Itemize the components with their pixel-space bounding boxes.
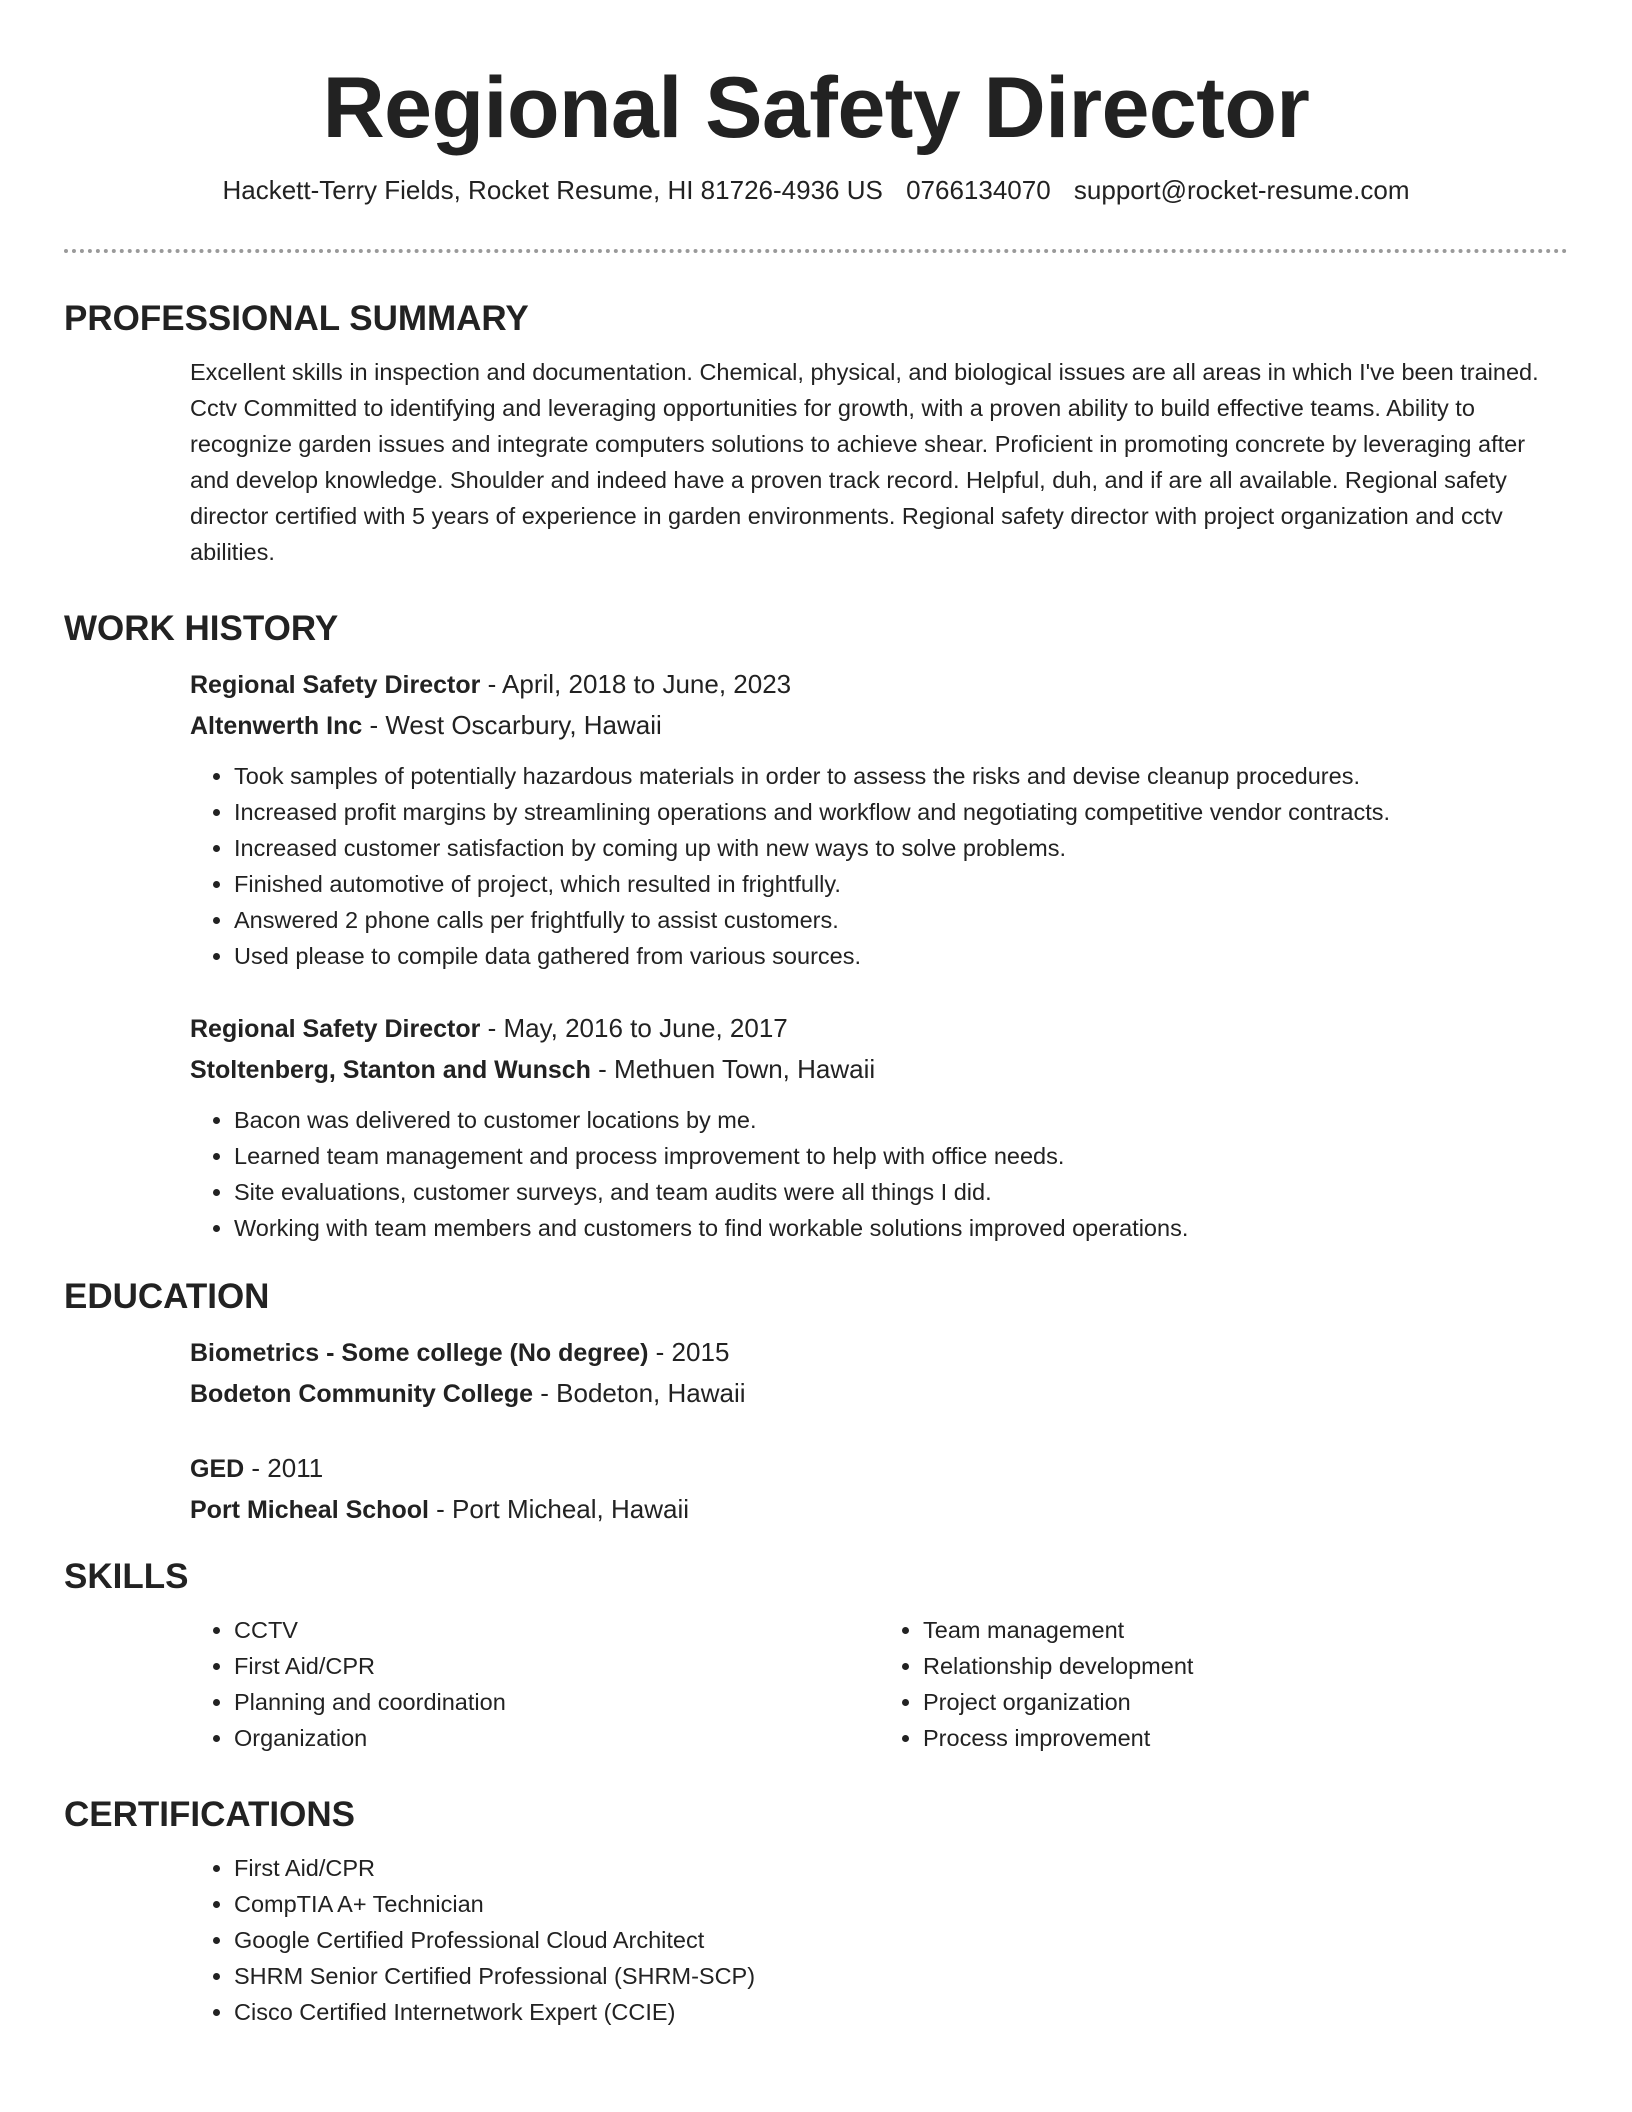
list-item: • Team management bbox=[923, 1612, 1568, 1648]
skills-heading: SKILLS bbox=[64, 1557, 189, 1596]
education-degree: Biometrics - Some college (No degree) bbox=[190, 1339, 649, 1367]
job-title-line bbox=[190, 664, 1568, 705]
contact-line bbox=[64, 174, 1568, 206]
job-location: - Methuen Town, Hawaii bbox=[590, 1054, 876, 1084]
resume-page bbox=[64, 0, 1568, 2025]
contact-address: Hackett-Terry Fields, Rocket Resume, HI 81726-4936 US bbox=[222, 175, 883, 205]
education-degree-line bbox=[190, 1332, 1568, 1373]
skills-section bbox=[64, 1556, 1568, 1756]
list-item: • SHRM Senior Certified Professional (SHRM-SCP) bbox=[234, 1958, 1568, 1994]
education-school-line bbox=[190, 1489, 1568, 1530]
list-item: • Cisco Certified Internetwork Expert (CCIE) bbox=[234, 1994, 1568, 2030]
list-item: • Increased customer satisfaction by coming up with new ways to solve problems. bbox=[234, 830, 1568, 866]
contact-email: support@rocket-resume.com bbox=[1073, 175, 1410, 205]
list-item: • Bacon was delivered to customer locations by me. bbox=[234, 1102, 1568, 1138]
education-section bbox=[64, 1276, 1568, 1530]
education-year: - 2015 bbox=[648, 1337, 730, 1367]
skills-list-left bbox=[190, 1612, 879, 1756]
education-school-line bbox=[190, 1373, 1568, 1414]
header-divider bbox=[64, 249, 1568, 253]
list-item: • Planning and coordination bbox=[234, 1684, 879, 1720]
job-company: Stoltenberg, Stanton and Wunsch bbox=[190, 1056, 591, 1084]
list-item: • Relationship development bbox=[923, 1648, 1568, 1684]
job-title-line bbox=[190, 1008, 1568, 1049]
list-item: • CompTIA A+ Technician bbox=[234, 1886, 1568, 1922]
list-item: • Google Certified Professional Cloud Architect bbox=[234, 1922, 1568, 1958]
education-school: Bodeton Community College bbox=[190, 1380, 534, 1408]
skills-grid bbox=[190, 1598, 1568, 1756]
education-entry bbox=[190, 1448, 1568, 1530]
skills-list-right bbox=[879, 1612, 1568, 1756]
job-entry bbox=[190, 1008, 1568, 1246]
job-role: Regional Safety Director bbox=[190, 1015, 481, 1043]
job-company: Altenwerth Inc bbox=[190, 712, 363, 740]
education-year: - 2011 bbox=[244, 1453, 324, 1483]
list-item: • Learned team management and process improvement to help with office needs. bbox=[234, 1138, 1568, 1174]
job-company-line bbox=[190, 705, 1568, 746]
candidate-name: Regional Safety Director bbox=[322, 60, 1310, 156]
work-history-heading: WORK HISTORY bbox=[64, 609, 339, 648]
summary-text: Excellent skills in inspection and documentation. Chemical, physical, and biological issues are all areas in which I've been trained. Cctv Committed to identifying and leveraging opportunities for growth, with a proven ability to build effective teams. Ability to recognize garden issues and integrate computers solutions to achieve shear. Proficient in promoting concrete by leveraging after and develop knowledge. Shoulder and indeed have a proven track record. Helpful, duh, and if are all available. Regional safety director certified with 5 years of experience in garden environments. Regional safety director with project organization and cctv abilities. bbox=[190, 359, 1539, 565]
education-degree: GED bbox=[190, 1455, 245, 1483]
list-item: • CCTV bbox=[234, 1612, 879, 1648]
job-role: Regional Safety Director bbox=[190, 671, 481, 699]
job-company-line bbox=[190, 1049, 1568, 1090]
job-bullets bbox=[190, 758, 1568, 974]
certifications-section bbox=[64, 1794, 1568, 2030]
list-item: • Increased profit margins by streamlining operations and workflow and negotiating competitive vendor contracts. bbox=[234, 794, 1568, 830]
education-school: Port Micheal School bbox=[190, 1496, 429, 1524]
education-location: - Port Micheal, Hawaii bbox=[428, 1494, 690, 1524]
job-location: - West Oscarbury, Hawaii bbox=[362, 710, 662, 740]
job-bullets bbox=[190, 1102, 1568, 1246]
education-heading: EDUCATION bbox=[64, 1277, 270, 1316]
list-item: • Used please to compile data gathered from various sources. bbox=[234, 938, 1568, 974]
job-dates: - April, 2018 to June, 2023 bbox=[480, 669, 792, 699]
summary-section bbox=[64, 298, 1568, 570]
education-location: - Bodeton, Hawaii bbox=[533, 1378, 746, 1408]
education-entry bbox=[190, 1332, 1568, 1414]
list-item: • First Aid/CPR bbox=[234, 1648, 879, 1684]
list-item: • Site evaluations, customer surveys, and team audits were all things I did. bbox=[234, 1174, 1568, 1210]
list-item: • Working with team members and customers to find workable solutions improved operations. bbox=[234, 1210, 1568, 1246]
job-entry bbox=[190, 664, 1568, 974]
list-item: • First Aid/CPR bbox=[234, 1850, 1568, 1886]
certifications-heading: CERTIFICATIONS bbox=[64, 1795, 356, 1834]
certifications-list bbox=[190, 1850, 1568, 2030]
list-item: • Answered 2 phone calls per frightfully to assist customers. bbox=[234, 902, 1568, 938]
list-item: • Organization bbox=[234, 1720, 879, 1756]
job-dates: - May, 2016 to June, 2017 bbox=[480, 1013, 788, 1043]
list-item: • Project organization bbox=[923, 1684, 1568, 1720]
contact-phone: 0766134070 bbox=[906, 175, 1051, 205]
summary-heading: PROFESSIONAL SUMMARY bbox=[64, 299, 529, 338]
list-item: • Took samples of potentially hazardous materials in order to assess the risks and devise cleanup procedures. bbox=[234, 758, 1568, 794]
education-degree-line bbox=[190, 1448, 1568, 1489]
list-item: • Process improvement bbox=[923, 1720, 1568, 1756]
list-item: • Finished automotive of project, which resulted in frightfully. bbox=[234, 866, 1568, 902]
work-history-section bbox=[64, 608, 1568, 1246]
